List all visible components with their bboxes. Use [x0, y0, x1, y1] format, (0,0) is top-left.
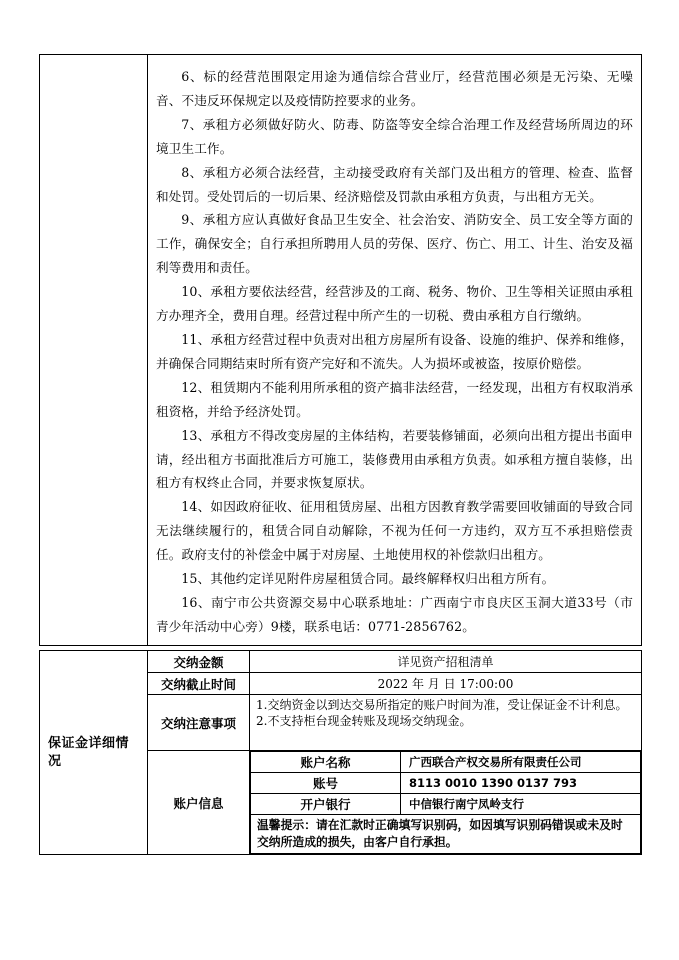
term-10: 10、承租方要依法经营，经营涉及的工商、税务、物价、卫生等相关证照由承租方办理齐全，费用自理。经营过程中所产生的一切税、费由承租方自行缴纳。: [156, 284, 633, 324]
deadline-value: 2022 年 月 日 17:00:00: [250, 673, 642, 695]
terms-left-blank-cell: [40, 55, 148, 646]
warm-tip: 温馨提示：请在汇款时正确填写识别码，如因填写识别码错误或未及时交纳所造成的损失，由客户自行承担。: [251, 815, 641, 854]
term-9: 9、承租方应认真做好食品卫生安全、社会治安、消防安全、员工安全等方面的工作，确保安全；自行承担所聘用人员的劳保、医疗、伤亡、用工、计生、治安及福利等费用和责任。: [156, 212, 633, 276]
account-table: [250, 751, 641, 854]
term-6: 6、标的经营范围限定用途为通信综合营业厅，经营范围必须是无污染、无噪音、不违反环保规定以及疫情防控要求的业务。: [156, 69, 633, 108]
terms-cell: [148, 55, 642, 646]
bank-label: 开户银行: [251, 794, 401, 815]
deposit-section-label: 保证金详细情况: [40, 651, 148, 855]
amount-label: 交纳金额: [148, 651, 250, 673]
note-2: 2.不支持柜台现金转账及现场交纳现金。: [256, 714, 472, 728]
term-8: 8、承租方必须合法经营，主动接受政府有关部门及出租方的管理、检查、监督和处罚。受处罚后的一切后果、经济赔偿及罚款由承租方负责，与出租方无关。: [156, 164, 633, 204]
term-14: 14、如因政府征收、征用租赁房屋、出租方因教育教学需要回收铺面的导致合同无法继续履行的，租赁合同自动解除，不视为任何一方违约，双方互不承担赔偿责任。政府支付的补偿金中属于对房屋、土地使用权的补偿款归出租方。: [156, 499, 633, 563]
note-1: 1.交纳资金以到达交易所指定的账户时间为准，受让保证金不计利息。: [256, 698, 628, 712]
amount-value: 详见资产招租清单: [250, 651, 642, 673]
deposit-table: [39, 650, 642, 855]
term-7: 7、承租方必须做好防火、防毒、防盗等安全综合治理工作及经营场所周边的环境卫生工作。: [156, 116, 633, 156]
term-11: 11、承租方经营过程中负责对出租方房屋所有设备、设施的维护、保养和维修，并确保合同期结束时所有资产完好和不流失。人为损坏或被盗，按原价赔偿。: [156, 331, 633, 371]
terms-table: [39, 54, 642, 646]
account-number-value: 8113 0010 1390 0137 793: [401, 773, 641, 794]
bank-value: 中信银行南宁凤岭支行: [401, 794, 641, 815]
account-label: 账户信息: [148, 751, 250, 855]
account-name-label: 账户名称: [251, 752, 401, 773]
account-info-cell: [250, 751, 642, 855]
term-12: 12、租赁期内不能利用所承租的资产搞非法经营，一经发现，出租方有权取消承租资格，并给予经济处罚。: [156, 379, 633, 419]
deadline-label: 交纳截止时间: [148, 673, 250, 695]
term-13: 13、承租方不得改变房屋的主体结构，若要装修铺面，必须向出租方提出书面申请，经出租方书面批准后方可施工，装修费用由承租方负责。如承租方擅自装修，出租方有权终止合同，并要求恢复原状。: [156, 427, 633, 491]
term-16: 16、南宁市公共资源交易中心联系地址：广西南宁市良庆区玉洞大道33号（市青少年活动中心旁）9楼，联系电话：0771-2856762。: [156, 594, 633, 634]
notes-label: 交纳注意事项: [148, 695, 250, 751]
notes-cell: [250, 695, 642, 751]
account-number-label: 账号: [251, 773, 401, 794]
term-15: 15、其他约定详见附件房屋租赁合同。最终解释权归出租方所有。: [181, 571, 555, 587]
account-name-value: 广西联合产权交易所有限责任公司: [401, 752, 641, 773]
